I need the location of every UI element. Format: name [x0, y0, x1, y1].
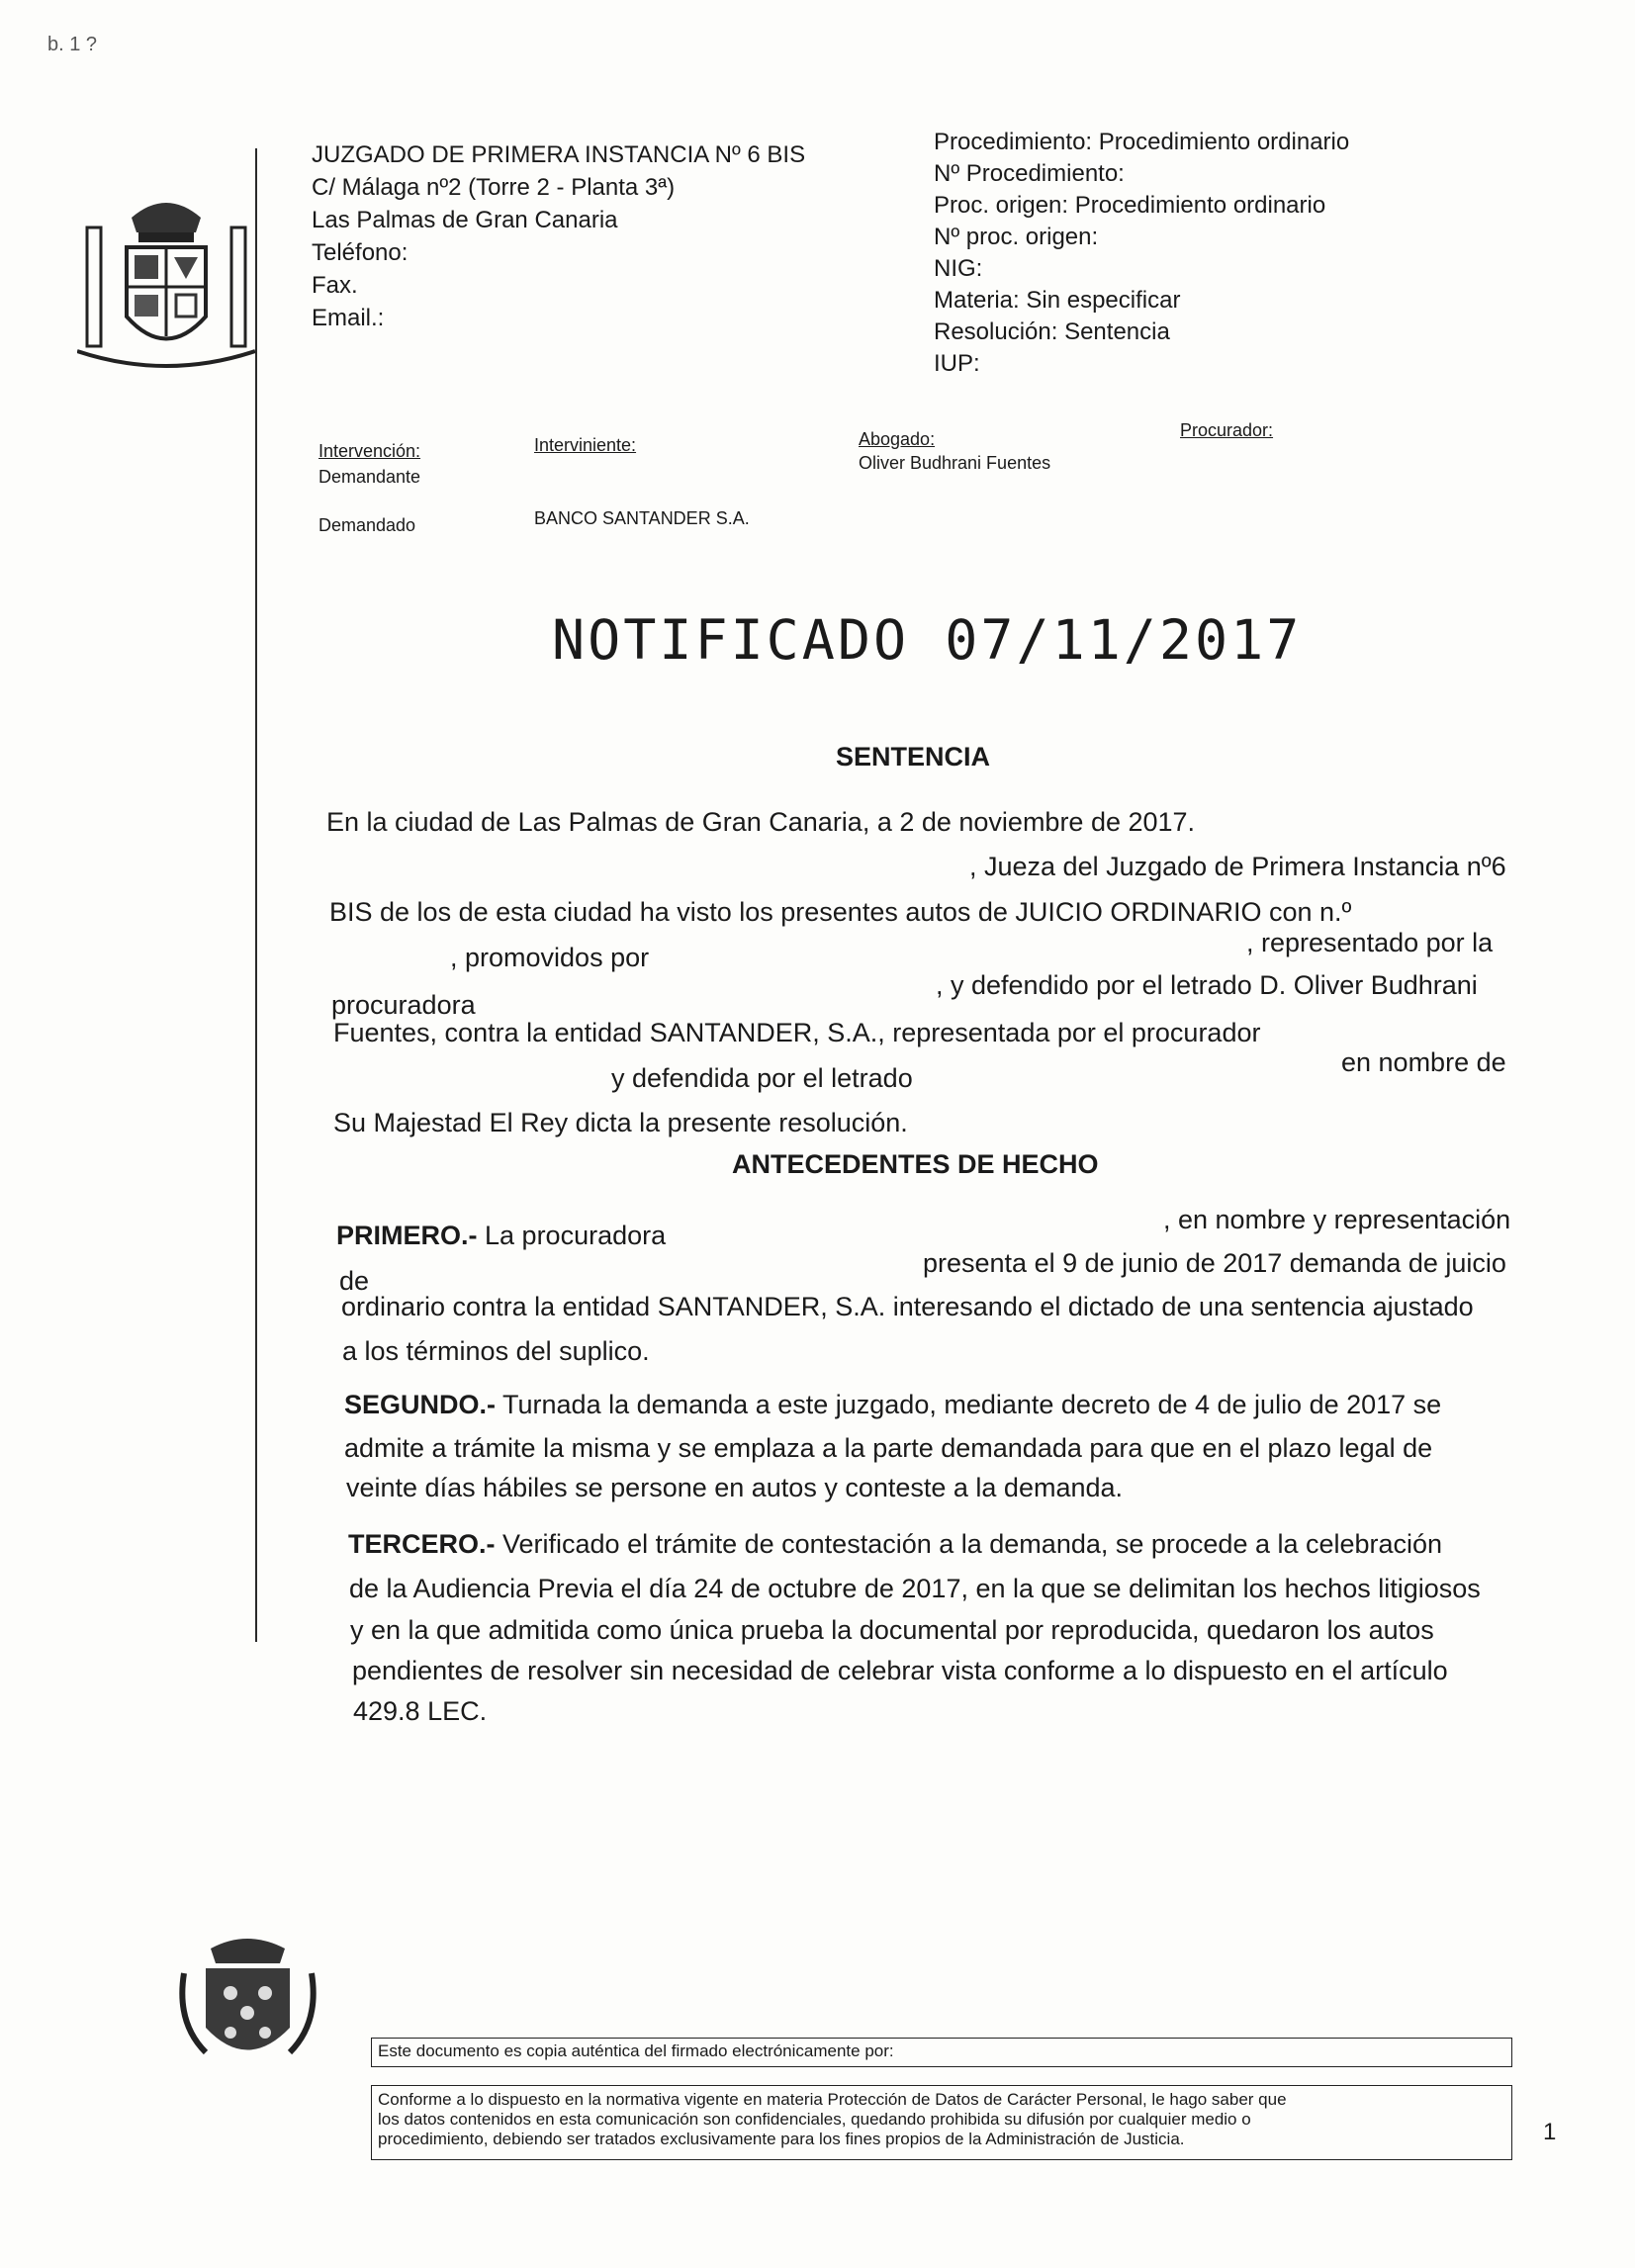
- intro-line-2: , Jueza del Juzgado de Primera Instancia nº6: [969, 852, 1506, 881]
- n-proc-origen: Nº proc. origen:: [934, 224, 1099, 250]
- resolucion: Resolución: Sentencia: [934, 318, 1170, 345]
- privacy-line-2: los datos contenidos en esta comunicación son confidenciales, quedando prohibida su difusión por cualquier medio o: [378, 2110, 1251, 2129]
- primero-line-2a: de: [339, 1266, 370, 1296]
- intro-line-1: En la ciudad de Las Palmas de Gran Canaria, a 2 de noviembre de 2017.: [326, 807, 1196, 837]
- court-name: JUZGADO DE PRIMERA INSTANCIA Nº 6 BIS: [312, 141, 806, 168]
- intro-line-7b: en nombre de: [1341, 1047, 1506, 1077]
- materia: Materia: Sin especificar: [934, 287, 1181, 314]
- court-email: Email.:: [312, 305, 385, 331]
- intro-line-5b: , y defendido por el letrado D. Oliver Budhrani: [936, 970, 1478, 1000]
- court-fax: Fax.: [312, 272, 358, 299]
- margin-line: [255, 148, 257, 1642]
- court-header: [312, 138, 805, 334]
- intro-line-4a: , promovidos por: [450, 943, 650, 972]
- primero-line-4: a los términos del suplico.: [342, 1336, 650, 1366]
- procurador-label: Procurador:: [1180, 420, 1274, 440]
- document-title: SENTENCIA: [836, 742, 991, 771]
- canarias-coat-of-arms-icon: [176, 1934, 319, 2082]
- tercero-line-3: y en la que admitida como única prueba la documental por reproducida, quedaron los autos: [350, 1615, 1434, 1645]
- intro-line-4b: , representado por la: [1246, 928, 1494, 957]
- intro-line-7a: y defendida por el letrado: [611, 1063, 913, 1093]
- intro-line-5a: procuradora: [331, 990, 476, 1020]
- corner-mark: b. 1 ?: [47, 34, 98, 55]
- demandante-role: Demandante: [318, 467, 421, 487]
- iup: IUP:: [934, 350, 980, 377]
- intro-line-8: Su Majestad El Rey dicta la presente resolución.: [333, 1108, 908, 1137]
- copy-note: Este documento es copia auténtica del firmado electrónicamente por:: [378, 2041, 894, 2060]
- tercero-text-1: Verificado el trámite de contestación a la demanda, se procede a la celebración: [495, 1529, 1443, 1559]
- primero-label: PRIMERO.-: [336, 1221, 478, 1250]
- court-phone: Teléfono:: [312, 239, 409, 266]
- tercero-label: TERCERO.-: [348, 1529, 496, 1559]
- copy-note-box: [371, 2038, 1512, 2067]
- segundo-line-3: veinte días hábiles se persone en autos y conteste a la demanda.: [346, 1473, 1124, 1502]
- court-city: Las Palmas de Gran Canaria: [312, 207, 618, 233]
- tercero-line-1: [348, 1528, 1442, 1561]
- proc-origen: Proc. origen: Procedimiento ordinario: [934, 192, 1326, 219]
- abogado-label: Abogado:: [859, 429, 936, 449]
- procedure-header: [934, 127, 1349, 380]
- intro-line-3: BIS de los de esta ciudad ha visto los presentes autos de JUICIO ORDINARIO con n.º: [329, 897, 1352, 927]
- procedimiento: Procedimiento: Procedimiento ordinario: [934, 129, 1350, 155]
- notified-stamp: NOTIFICADO 07/11/2017: [552, 608, 1303, 672]
- demandado-name: BANCO SANTANDER S.A.: [534, 508, 750, 528]
- court-address: C/ Málaga nº2 (Torre 2 - Planta 3ª): [312, 174, 676, 201]
- nig: NIG:: [934, 255, 983, 282]
- primero-text-1a: La procuradora: [477, 1221, 667, 1250]
- tercero-line-4: pendientes de resolver sin necesidad de celebrar vista conforme a lo dispuesto en el artículo: [352, 1656, 1448, 1685]
- n-procedimiento: Nº Procedimiento:: [934, 160, 1125, 187]
- segundo-line-2: admite a trámite la misma y se emplaza a la parte demandada para que en el plazo legal de: [344, 1433, 1433, 1463]
- intro-line-6: Fuentes, contra la entidad SANTANDER, S.A., representada por el procurador: [333, 1018, 1261, 1047]
- spain-coat-of-arms-icon: [77, 188, 255, 376]
- primero-line-3: ordinario contra la entidad SANTANDER, S.A. interesando el dictado de una sentencia ajustado: [341, 1292, 1474, 1321]
- primero-line-2b: presenta el 9 de junio de 2017 demanda de juicio: [923, 1248, 1506, 1278]
- privacy-line-1: Conforme a lo dispuesto en la normativa vigente en materia Protección de Datos de Carácter Personal, le hago saber que: [378, 2090, 1287, 2109]
- privacy-notice-box: [371, 2085, 1512, 2160]
- antecedentes-heading: ANTECEDENTES DE HECHO: [732, 1149, 1099, 1179]
- page-number: 1: [1543, 2119, 1557, 2145]
- intervencion-label: Intervención:: [318, 441, 421, 461]
- segundo-label: SEGUNDO.-: [344, 1390, 497, 1419]
- interviniente-label: Interviniente:: [534, 435, 637, 455]
- primero-line-1b: , en nombre y representación: [1163, 1205, 1511, 1234]
- privacy-line-3: procedimiento, debiendo ser tratados exclusivamente para los fines propios de la Administración de Justicia.: [378, 2130, 1185, 2148]
- segundo-line-1: [344, 1389, 1441, 1421]
- primero-line-1: [336, 1220, 666, 1252]
- tercero-line-2: de la Audiencia Previa el día 24 de octubre de 2017, en la que se delimitan los hechos litigiosos: [349, 1574, 1481, 1603]
- demandado-role: Demandado: [318, 515, 416, 535]
- abogado-name: Oliver Budhrani Fuentes: [859, 453, 1051, 473]
- tercero-line-5: 429.8 LEC.: [353, 1696, 488, 1726]
- segundo-text-1: Turnada la demanda a este juzgado, mediante decreto de 4 de julio de 2017 se: [496, 1390, 1442, 1419]
